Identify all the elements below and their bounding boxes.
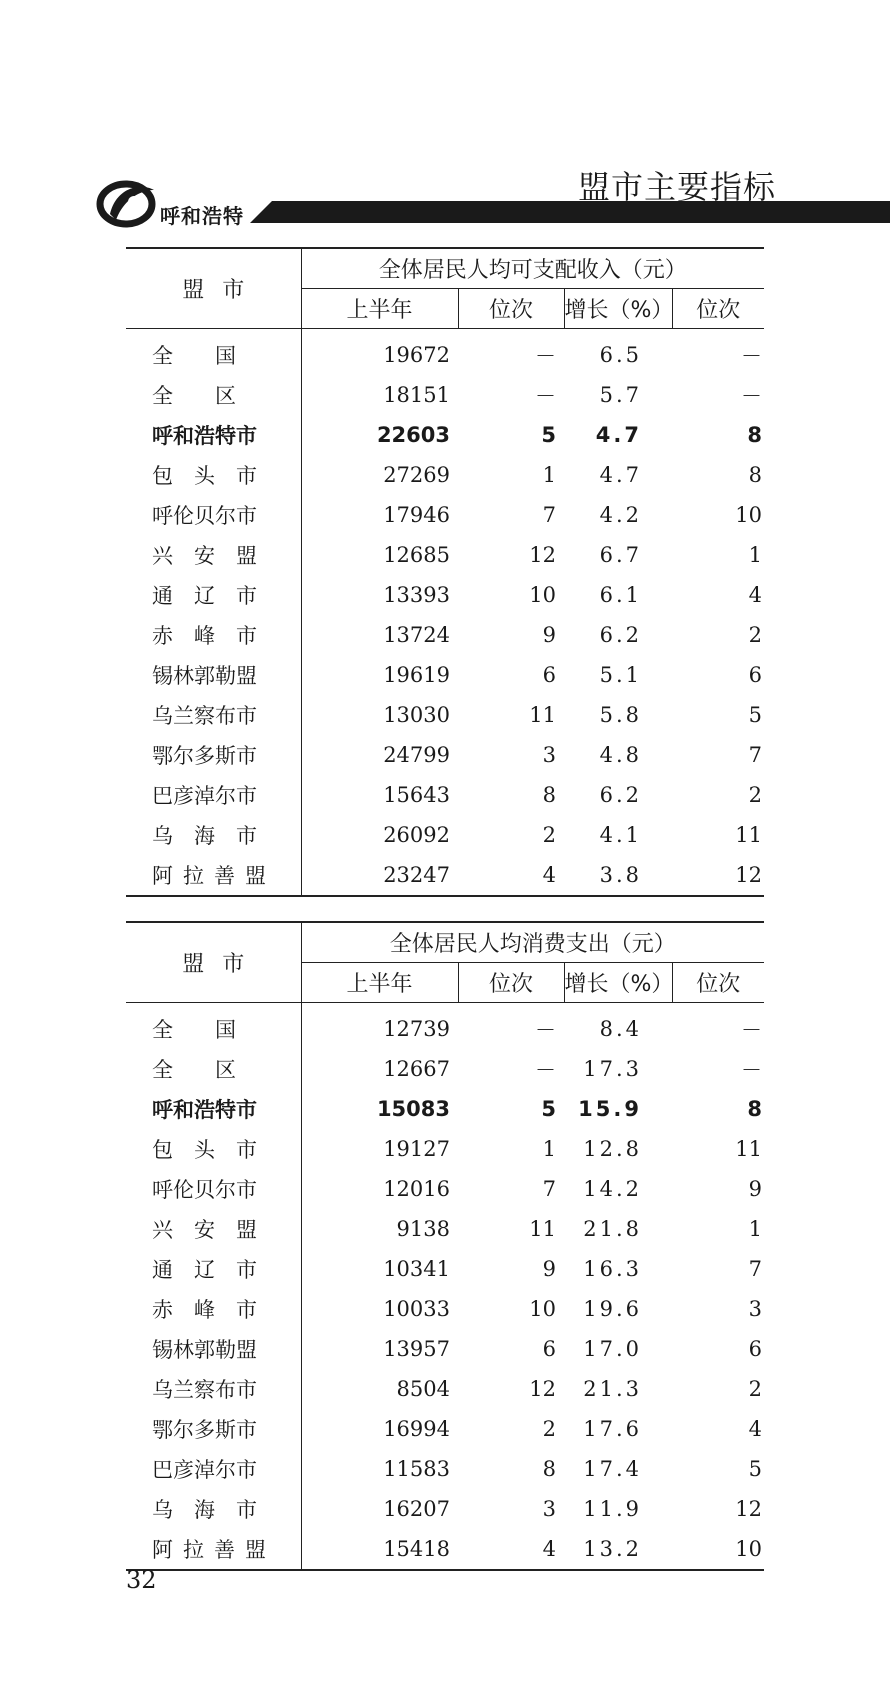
- table-row: [126, 1329, 764, 1369]
- region-name-cell: [126, 735, 301, 775]
- value-cell: 8504: [396, 1377, 450, 1401]
- region-name: 乌兰察布市: [152, 1378, 257, 1402]
- growth-rank-cell: 11: [735, 823, 763, 847]
- consumption-table-body: [126, 1003, 764, 1571]
- region-name: 阿拉善盟: [152, 1538, 276, 1562]
- region-name-cell: [126, 1049, 301, 1089]
- growth-cell: 6.5: [599, 343, 642, 367]
- table-row: [126, 775, 764, 815]
- growth-rank-cell: 12: [735, 1497, 763, 1521]
- rank-cell: －: [535, 1058, 556, 1082]
- rank-cell: 4: [458, 855, 564, 896]
- rank-cell: 6: [542, 1337, 556, 1361]
- region-name-cell: [126, 1129, 301, 1169]
- value-cell: 19127: [383, 1137, 450, 1161]
- table-row: [126, 1049, 764, 1089]
- rank-cell: 7: [542, 503, 556, 527]
- growth-rank-cell: －: [741, 384, 763, 408]
- rank-cell: 8: [542, 1457, 556, 1481]
- growth-rank-cell: 10: [735, 503, 763, 527]
- col-header-half-year: 上半年: [301, 963, 458, 1003]
- region-name-cell: [126, 855, 301, 896]
- growth-rank-cell: 2: [748, 1377, 763, 1401]
- growth-rank-cell: 7: [748, 1257, 763, 1281]
- value-cell: 22603: [376, 423, 450, 447]
- col-header-growth-rank: 位次: [672, 289, 764, 329]
- region-name: 锡林郭勒盟: [152, 664, 257, 688]
- region-name-cell: [126, 1329, 301, 1369]
- region-name: 阿拉善盟: [152, 864, 276, 888]
- growth-rank-cell: 5: [748, 703, 763, 727]
- table-row: [126, 1003, 764, 1050]
- table-row: [126, 1169, 764, 1209]
- region-name: 全 国: [152, 344, 236, 368]
- rank-cell: 11: [529, 1217, 556, 1241]
- rank-cell: 4: [458, 1529, 564, 1570]
- table-title: 全体居民人均消费支出（元）: [301, 922, 764, 963]
- growth-rank-cell: 5: [748, 1457, 763, 1481]
- growth-cell: 17.6: [583, 1417, 642, 1441]
- growth-cell: 17.4: [583, 1457, 642, 1481]
- rank-cell: 2: [542, 1417, 556, 1441]
- value-cell: 12739: [383, 1017, 450, 1041]
- growth-cell: 4.2: [599, 503, 642, 527]
- region-name: 包 头 市: [152, 1138, 257, 1162]
- section-title: 盟市主要指标: [578, 168, 777, 206]
- region-name: 巴彦淖尔市: [152, 784, 257, 808]
- region-name: 鄂尔多斯市: [152, 1418, 257, 1442]
- growth-cell: 17.3: [583, 1057, 642, 1081]
- growth-rank-cell: 6: [748, 1337, 763, 1361]
- rank-cell: －: [535, 344, 556, 368]
- table-row: [126, 1369, 764, 1409]
- region-name-cell: [126, 455, 301, 495]
- growth-rank-cell: 4: [748, 1417, 763, 1441]
- growth-rank-cell: 12: [672, 855, 764, 896]
- growth-rank-cell: 1: [748, 543, 763, 567]
- growth-cell: 3.8: [564, 855, 672, 896]
- table-row: [126, 1529, 764, 1570]
- rank-cell: 9: [542, 623, 556, 647]
- region-name-cell: [126, 535, 301, 575]
- table-row: [126, 615, 764, 655]
- growth-rank-cell: 11: [735, 1137, 763, 1161]
- value-cell: 23247: [301, 855, 458, 896]
- growth-cell: 5.7: [599, 383, 642, 407]
- region-name-cell: [126, 1089, 301, 1129]
- income-table: [126, 247, 764, 897]
- region-name-cell: [126, 775, 301, 815]
- growth-cell: 21.8: [583, 1217, 642, 1241]
- table-row: [126, 855, 764, 896]
- region-name: 鄂尔多斯市: [152, 744, 257, 768]
- growth-rank-cell: －: [741, 344, 763, 368]
- income-table-body: [126, 329, 764, 897]
- growth-cell: 8.4: [599, 1017, 642, 1041]
- region-name: 呼和浩特市: [152, 424, 257, 448]
- growth-rank-cell: －: [741, 1058, 763, 1082]
- growth-cell: 13.2: [564, 1529, 672, 1570]
- growth-cell: 21.3: [583, 1377, 642, 1401]
- region-name-cell: [126, 375, 301, 415]
- table-row: [126, 695, 764, 735]
- growth-rank-cell: 9: [748, 1177, 763, 1201]
- region-name: 乌兰察布市: [152, 704, 257, 728]
- rank-cell: 12: [529, 543, 556, 567]
- growth-rank-cell: 6: [748, 663, 763, 687]
- value-cell: 13393: [383, 583, 450, 607]
- rank-cell: 1: [542, 463, 556, 487]
- region-name-cell: [126, 1169, 301, 1209]
- value-cell: 13724: [383, 623, 450, 647]
- region-name: 通 辽 市: [152, 584, 257, 608]
- table-row: [126, 1209, 764, 1249]
- table-row: [126, 1289, 764, 1329]
- growth-cell: 14.2: [583, 1177, 642, 1201]
- growth-rank-cell: 3: [748, 1297, 763, 1321]
- rank-cell: 11: [529, 703, 556, 727]
- region-name: 全 国: [152, 1018, 236, 1042]
- value-cell: 16207: [383, 1497, 450, 1521]
- value-cell: 12685: [383, 543, 450, 567]
- region-name-cell: [126, 815, 301, 855]
- page-number: 32: [126, 1566, 157, 1594]
- growth-cell: 6.1: [599, 583, 642, 607]
- region-name: 全 区: [152, 1058, 236, 1082]
- region-name-cell: [126, 415, 301, 455]
- growth-cell: 6.2: [599, 783, 642, 807]
- rank-cell: 3: [542, 1497, 556, 1521]
- table-row: [126, 1489, 764, 1529]
- growth-cell: 4.1: [599, 823, 642, 847]
- region-name: 赤 峰 市: [152, 1298, 257, 1322]
- growth-cell: 17.0: [583, 1337, 642, 1361]
- growth-rank-cell: 10: [672, 1529, 764, 1570]
- growth-rank-cell: 2: [748, 783, 763, 807]
- growth-rank-cell: 2: [748, 623, 763, 647]
- growth-rank-cell: 8: [748, 463, 763, 487]
- rank-cell: 10: [529, 1297, 556, 1321]
- region-name-cell: [126, 1449, 301, 1489]
- growth-rank-cell: 1: [748, 1217, 763, 1241]
- growth-cell: 15.9: [578, 1097, 642, 1121]
- table-row: [126, 535, 764, 575]
- region-header: 盟市: [126, 248, 301, 329]
- region-name-cell: [126, 575, 301, 615]
- rank-cell: －: [535, 1018, 556, 1042]
- col-header-half-year: 上半年: [301, 289, 458, 329]
- rank-cell: 9: [542, 1257, 556, 1281]
- value-cell: 10033: [383, 1297, 450, 1321]
- value-cell: 11583: [383, 1457, 450, 1481]
- rank-cell: 6: [542, 663, 556, 687]
- region-name-cell: [126, 1289, 301, 1329]
- table-row: [126, 1409, 764, 1449]
- rank-cell: 10: [529, 583, 556, 607]
- growth-cell: 4.8: [599, 743, 642, 767]
- region-name-cell: [126, 1209, 301, 1249]
- table-row: [126, 1449, 764, 1489]
- region-name: 兴 安 盟: [152, 544, 257, 568]
- col-header-rank: 位次: [458, 289, 564, 329]
- value-cell: 9138: [396, 1217, 450, 1241]
- col-header-growth-rank: 位次: [672, 963, 764, 1003]
- region-name-cell: [126, 615, 301, 655]
- rank-cell: 3: [542, 743, 556, 767]
- col-header-growth: 增长（%）: [564, 289, 672, 329]
- region-name-cell: [126, 655, 301, 695]
- table-row: [126, 329, 764, 376]
- growth-cell: 5.1: [599, 663, 642, 687]
- growth-rank-cell: 4: [748, 583, 763, 607]
- value-cell: 27269: [383, 463, 450, 487]
- table-row: [126, 495, 764, 535]
- rank-cell: 1: [542, 1137, 556, 1161]
- region-name-cell: [126, 495, 301, 535]
- consumption-table: [126, 921, 764, 1571]
- col-header-growth: 增长（%）: [564, 963, 672, 1003]
- growth-cell: 4.7: [599, 463, 642, 487]
- growth-cell: 11.9: [583, 1497, 642, 1521]
- growth-cell: 16.3: [583, 1257, 642, 1281]
- value-cell: 12667: [383, 1057, 450, 1081]
- region-name: 锡林郭勒盟: [152, 1338, 257, 1362]
- table-row: [126, 1129, 764, 1169]
- value-cell: 15083: [376, 1097, 450, 1121]
- region-name: 全 区: [152, 384, 236, 408]
- value-cell: 13030: [383, 703, 450, 727]
- rank-cell: 7: [542, 1177, 556, 1201]
- region-name-cell: [126, 1489, 301, 1529]
- region-name-cell: [126, 1003, 301, 1050]
- value-cell: 15418: [301, 1529, 458, 1570]
- value-cell: 13957: [383, 1337, 450, 1361]
- growth-cell: 5.8: [599, 703, 642, 727]
- value-cell: 26092: [383, 823, 450, 847]
- table-row: [126, 455, 764, 495]
- region-name-cell: [126, 1249, 301, 1289]
- region-name-cell: [126, 1369, 301, 1409]
- growth-rank-cell: －: [741, 1018, 763, 1042]
- growth-rank-cell: 8: [747, 1097, 763, 1121]
- value-cell: 10341: [383, 1257, 450, 1281]
- value-cell: 19619: [383, 663, 450, 687]
- region-name: 兴 安 盟: [152, 1218, 257, 1242]
- table-row: [126, 575, 764, 615]
- growth-cell: 6.7: [599, 543, 642, 567]
- table-title: 全体居民人均可支配收入（元）: [301, 248, 764, 289]
- rank-cell: －: [535, 384, 556, 408]
- logo-icon: [96, 168, 166, 238]
- rank-cell: 8: [542, 783, 556, 807]
- rank-cell: 12: [529, 1377, 556, 1401]
- value-cell: 16994: [383, 1417, 450, 1441]
- region-name: 呼伦贝尔市: [152, 504, 257, 528]
- table-row: [126, 735, 764, 775]
- table-row: [126, 415, 764, 455]
- growth-cell: 19.6: [583, 1297, 642, 1321]
- rank-cell: 2: [542, 823, 556, 847]
- growth-rank-cell: 7: [748, 743, 763, 767]
- value-cell: 18151: [383, 383, 450, 407]
- rank-cell: 5: [541, 423, 556, 447]
- growth-cell: 6.2: [599, 623, 642, 647]
- col-header-rank: 位次: [458, 963, 564, 1003]
- region-header: 盟市: [126, 922, 301, 1003]
- table-row: [126, 1249, 764, 1289]
- table-row: [126, 375, 764, 415]
- growth-cell: 12.8: [583, 1137, 642, 1161]
- region-name: 乌 海 市: [152, 824, 257, 848]
- region-name-cell: [126, 1529, 301, 1570]
- region-name: 呼和浩特市: [152, 1098, 257, 1122]
- region-name: 呼伦贝尔市: [152, 1178, 257, 1202]
- growth-cell: 4.7: [595, 423, 642, 447]
- growth-rank-cell: 8: [747, 423, 763, 447]
- value-cell: 15643: [383, 783, 450, 807]
- value-cell: 17946: [383, 503, 450, 527]
- region-name-cell: [126, 1409, 301, 1449]
- rank-cell: 5: [541, 1097, 556, 1121]
- value-cell: 12016: [383, 1177, 450, 1201]
- region-name: 包 头 市: [152, 464, 257, 488]
- region-name-cell: [126, 329, 301, 376]
- table-row: [126, 1089, 764, 1129]
- region-name-cell: [126, 695, 301, 735]
- value-cell: 19672: [383, 343, 450, 367]
- table-row: [126, 815, 764, 855]
- region-name: 乌 海 市: [152, 1498, 257, 1522]
- value-cell: 24799: [383, 743, 450, 767]
- page-header: [0, 150, 890, 240]
- region-name: 通 辽 市: [152, 1258, 257, 1282]
- table-row: [126, 655, 764, 695]
- region-name: 巴彦淖尔市: [152, 1458, 257, 1482]
- logo-text: 呼和浩特: [160, 204, 244, 228]
- region-name: 赤 峰 市: [152, 624, 257, 648]
